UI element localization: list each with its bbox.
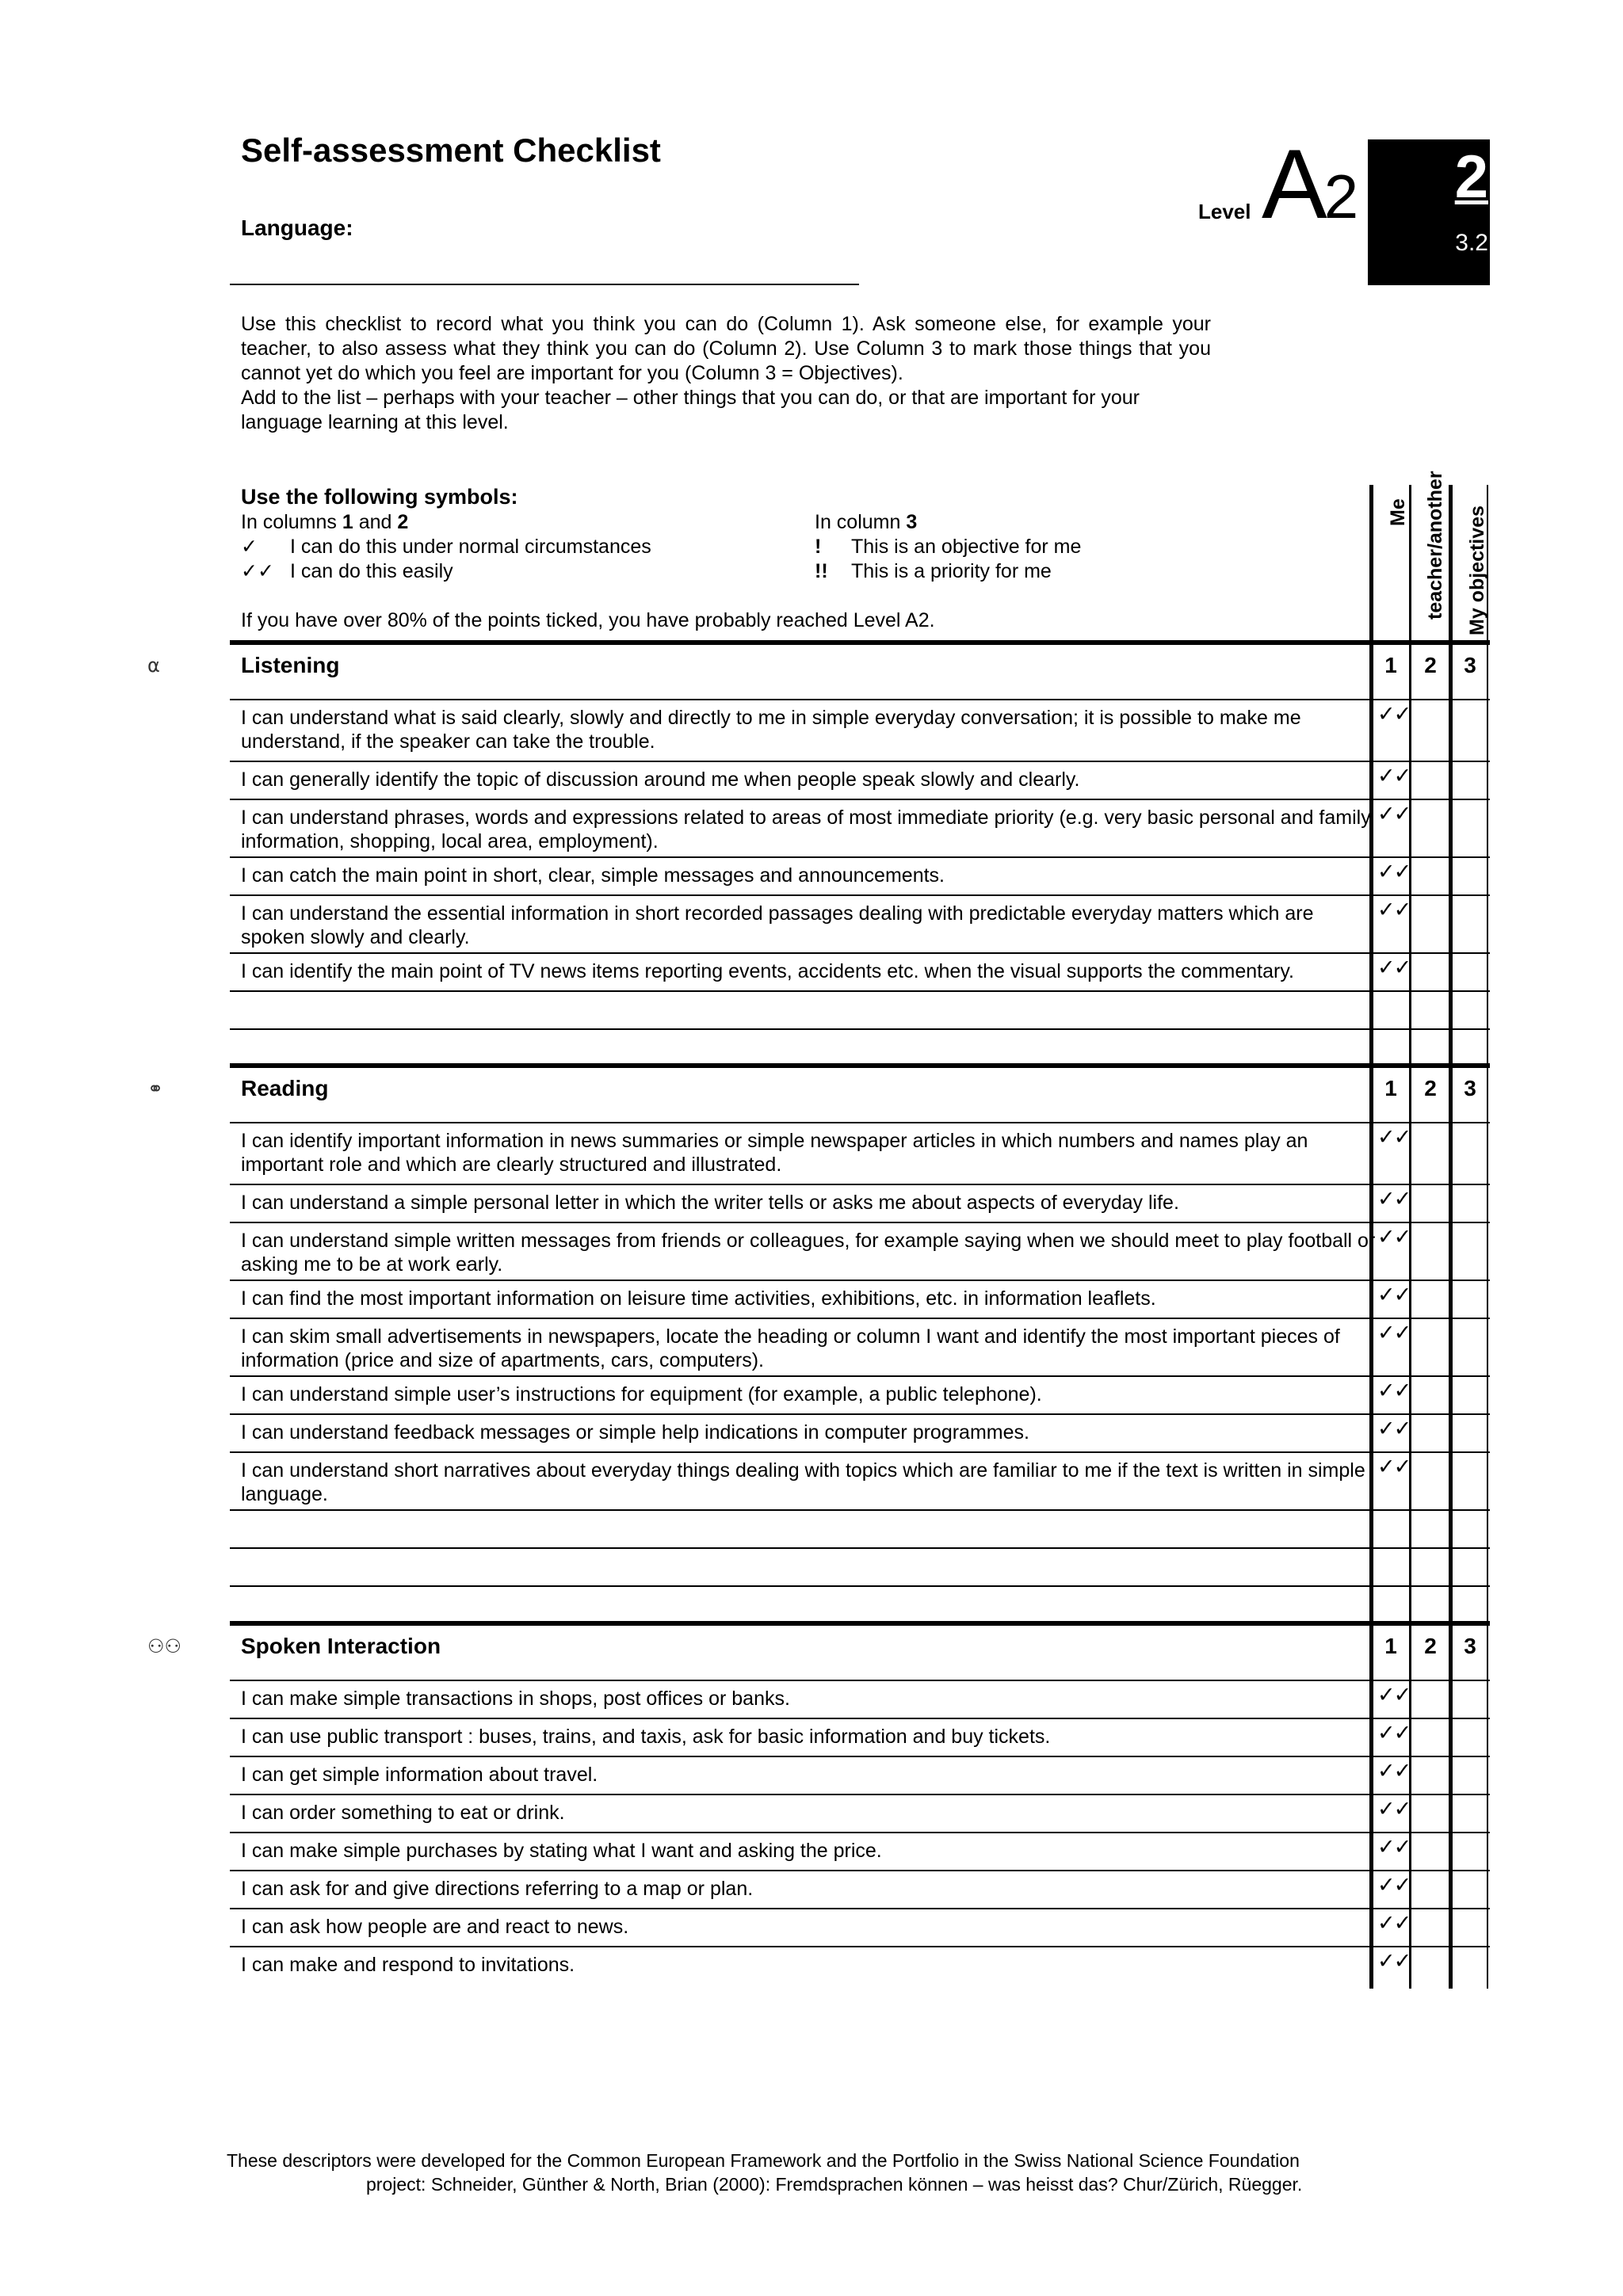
exclamation-icon: ! — [815, 536, 822, 558]
checklist-row[interactable] — [230, 1184, 1490, 1222]
column-divider — [1409, 485, 1411, 640]
symbol-text: I can do this under normal circumstances — [290, 536, 651, 558]
column-divider — [1449, 1063, 1453, 1623]
column-number: 3 — [1464, 1634, 1476, 1658]
checklist-row[interactable] — [230, 1870, 1490, 1908]
column-divider — [1449, 1621, 1453, 1989]
symbols-left — [241, 510, 651, 584]
checklist-item-text: I can skim small advertisements in newspapers, locate the heading or column I want and identify the most important pieces of information (price and size of apartments, cars, computers). — [241, 1325, 1340, 1371]
check-mark-me[interactable]: ✓✓ — [1377, 1683, 1411, 1707]
checklist-item-text: I can use public transport : buses, trains, and taxis, ask for basic information and buy tickets. — [241, 1726, 1051, 1748]
column-divider — [1487, 485, 1488, 640]
level-indicator — [1262, 130, 1359, 248]
checklist-row[interactable] — [230, 1547, 1490, 1585]
column-divider — [1487, 1063, 1488, 1623]
checklist-item-text: I can identify important information in news summaries or simple newspaper articles in which numbers and names play an important role and which are clearly structured and illustrated. — [241, 1130, 1308, 1176]
symbol-row — [241, 559, 651, 584]
column-divider — [1487, 640, 1488, 1066]
checklist-row[interactable] — [230, 1908, 1490, 1946]
checklist-item-text: I can understand phrases, words and expressions related to areas of most immediate priority (e.g. very basic personal and family information, shopping, local area, employment). — [241, 807, 1371, 852]
checklist-item-text: I can understand short narratives about everyday things dealing with topics which are familiar to me if the text is written in simple language. — [241, 1459, 1365, 1505]
footer-line: project: Schneider, Günther & North, Brian (2000): Fremdsprachen können – was heisst das? Chur/Zürich, Rüegger. — [366, 2174, 1303, 2195]
check-mark-me[interactable]: ✓✓ — [1377, 702, 1411, 726]
checklist-row[interactable] — [230, 1451, 1490, 1509]
level-number: 2 — [1323, 162, 1359, 231]
column-header-teacher: teacher/another — [1424, 471, 1446, 620]
check-mark-me[interactable]: ✓✓ — [1377, 1873, 1411, 1897]
instructions — [241, 312, 1211, 435]
check-icon: ✓ — [241, 536, 258, 558]
check-mark-me[interactable]: ✓✓ — [1377, 1797, 1411, 1821]
symbols-left-heading: In columns 1 and 2 — [241, 511, 409, 533]
symbols-legend — [241, 485, 1271, 631]
checklist-item-text: I can understand the essential information in short recorded passages dealing with predictable everyday matters which are spoken slowly and clearly. — [241, 902, 1314, 948]
check-mark-me[interactable]: ✓✓ — [1377, 1187, 1411, 1211]
symbol-text: I can do this easily — [290, 560, 453, 582]
check-mark-me[interactable]: ✓✓ — [1377, 1455, 1411, 1478]
checklist-item-text: I can ask for and give directions referring to a map or plan. — [241, 1878, 754, 1900]
eye-icon: ⚭ — [147, 1078, 164, 1100]
checklist-row[interactable] — [230, 1756, 1490, 1794]
checklist-item-text: I can generally identify the topic of discussion around me when people speak slowly and clearly. — [241, 769, 1080, 791]
section-header — [147, 640, 1490, 696]
check-mark-me[interactable]: ✓✓ — [1377, 1321, 1411, 1344]
checklist-row[interactable] — [230, 1832, 1490, 1870]
footer-line: These descriptors were developed for the Common European Framework and the Portfolio in the Swiss National Science Foundation — [227, 2150, 1300, 2171]
check-mark-me[interactable]: ✓✓ — [1377, 1835, 1411, 1859]
ear-icon: ⍺ — [147, 655, 160, 677]
checklist-item-text: I can understand simple user’s instructions for equipment (for example, a public telephone). — [241, 1383, 1042, 1405]
instructions-paragraph: Add to the list – perhaps with your teacher – other things that you can do, or that are important for your — [241, 387, 1140, 409]
checklist-row[interactable] — [230, 894, 1490, 952]
check-mark-me[interactable]: ✓✓ — [1377, 1125, 1411, 1149]
checklist-item-text: I can get simple information about travel. — [241, 1764, 598, 1786]
checklist-row[interactable] — [230, 1718, 1490, 1756]
checklist-row[interactable] — [230, 990, 1490, 1028]
checklist-row[interactable] — [230, 799, 1490, 856]
column-number: 2 — [1424, 1076, 1437, 1100]
check-mark-me[interactable]: ✓✓ — [1377, 764, 1411, 788]
section-header — [147, 1063, 1490, 1119]
checklist-item-text: I can order something to eat or drink. — [241, 1802, 565, 1824]
double-check-icon: ✓✓ — [241, 560, 274, 582]
column-divider — [1449, 640, 1453, 1066]
checklist-item-text: I can catch the main point in short, clear, simple messages and announcements. — [241, 864, 945, 887]
checklist-item-text: I can ask how people are and react to news. — [241, 1916, 629, 1938]
check-mark-me[interactable]: ✓✓ — [1377, 802, 1411, 826]
column-number: 3 — [1464, 1076, 1476, 1100]
checklist-row[interactable] — [230, 761, 1490, 799]
checklist-item-text: I can make simple transactions in shops, post offices or banks. — [241, 1688, 790, 1710]
check-mark-me[interactable]: ✓✓ — [1377, 1283, 1411, 1306]
section-header — [147, 1621, 1490, 1676]
check-mark-me[interactable]: ✓✓ — [1377, 860, 1411, 883]
check-mark-me[interactable]: ✓✓ — [1377, 1379, 1411, 1402]
symbol-row — [815, 559, 1081, 584]
page-title: Self-assessment Checklist — [241, 132, 661, 169]
checklist-item-text: I can understand what is said clearly, slowly and directly to me in simple everyday conversation; it is possible to make me understand, if the speaker can take the trouble. — [241, 707, 1301, 753]
check-mark-me[interactable]: ✓✓ — [1377, 1721, 1411, 1745]
check-mark-me[interactable]: ✓✓ — [1377, 1949, 1411, 1973]
symbols-right — [815, 510, 1081, 584]
language-label: Language: — [241, 215, 353, 240]
section-title: Reading — [241, 1076, 329, 1100]
checklist-row[interactable] — [230, 699, 1490, 761]
symbols-note: If you have over 80% of the points ticked, you have probably reached Level A2. — [241, 609, 935, 631]
column-divider — [1409, 1621, 1411, 1989]
column-divider — [1369, 1621, 1373, 1989]
checklist-item-text: I can find the most important information on leisure time activities, exhibitions, etc. in information leaflets. — [241, 1287, 1156, 1310]
column-divider — [1369, 1063, 1373, 1623]
column-header-me: Me — [1387, 498, 1409, 526]
checklist-row[interactable] — [230, 1794, 1490, 1832]
conversation-icon: ⚇⚇ — [147, 1636, 182, 1657]
checklist-row[interactable] — [230, 1028, 1490, 1066]
check-mark-me[interactable]: ✓✓ — [1377, 1911, 1411, 1935]
column-divider — [1369, 485, 1373, 640]
column-number: 1 — [1384, 1076, 1397, 1100]
checklist-row[interactable] — [230, 952, 1490, 990]
checklist-item-text: I can make simple purchases by stating what I want and asking the price. — [241, 1840, 882, 1862]
language-field-line[interactable] — [230, 284, 859, 285]
badge-number: 2 — [1454, 143, 1488, 211]
checklist-row[interactable] — [230, 1375, 1490, 1413]
check-mark-me[interactable]: ✓✓ — [1377, 898, 1411, 921]
column-number: 3 — [1464, 653, 1476, 677]
column-number: 1 — [1384, 653, 1397, 677]
checklist-row[interactable] — [230, 1946, 1490, 1984]
check-mark-me[interactable]: ✓✓ — [1377, 955, 1411, 979]
column-divider — [1487, 1621, 1488, 1989]
checklist-item-text: I can understand simple written messages from friends or colleagues, for example saying when we should meet to play football or asking me to be at work early. — [241, 1230, 1376, 1276]
checklist-row[interactable] — [230, 1680, 1490, 1718]
column-divider — [1449, 485, 1453, 640]
checklist-row[interactable] — [230, 1585, 1490, 1623]
checklist-row[interactable] — [230, 1318, 1490, 1375]
instructions-paragraph: language learning at this level. — [241, 411, 509, 433]
column-number: 2 — [1424, 1634, 1437, 1658]
symbols-heading: Use the following symbols: — [241, 485, 518, 509]
checklist-item-text: I can make and respond to invitations. — [241, 1954, 575, 1976]
checklist-item-text: I can understand a simple personal letter in which the writer tells or asks me about aspects of everyday life. — [241, 1192, 1179, 1214]
column-divider — [1409, 1063, 1411, 1623]
check-mark-me[interactable]: ✓✓ — [1377, 1225, 1411, 1249]
checklist-row[interactable] — [230, 1413, 1490, 1451]
section-title: Listening — [241, 653, 340, 677]
checklist-row[interactable] — [230, 1280, 1490, 1318]
section-badge — [1368, 139, 1490, 285]
symbols-right-heading: In column 3 — [815, 511, 918, 533]
badge-subnumber: 3.2 — [1455, 230, 1488, 256]
footer — [227, 2149, 1360, 2196]
column-number: 2 — [1424, 653, 1437, 677]
checklist-item-text: I can understand feedback messages or simple help indications in computer programmes. — [241, 1421, 1029, 1444]
checklist-row[interactable] — [230, 1222, 1490, 1280]
level-label: Level — [1198, 200, 1251, 223]
level-letter: A — [1262, 130, 1324, 239]
column-number: 1 — [1384, 1634, 1397, 1658]
symbol-row — [815, 535, 1081, 559]
checklist-item-text: I can identify the main point of TV news items reporting events, accidents etc. when the visual supports the commentary. — [241, 960, 1294, 982]
column-divider — [1409, 640, 1411, 1066]
checklist-row[interactable] — [230, 1509, 1490, 1547]
symbol-text: This is an objective for me — [851, 536, 1082, 558]
instructions-paragraph: Use this checklist to record what you think you can do (Column 1). Ask someone else, for example your teacher, to also assess what they think you can do (Column 2). Use Column 3 to mark those things that you cannot yet do which you feel are important for you (Column 3 = Objectives). — [241, 313, 1211, 384]
double-exclamation-icon: !! — [815, 560, 828, 582]
check-mark-me[interactable]: ✓✓ — [1377, 1759, 1411, 1783]
checklist-row[interactable] — [230, 1122, 1490, 1184]
checklist-row[interactable] — [230, 856, 1490, 894]
symbol-text: This is a priority for me — [851, 560, 1052, 582]
column-divider — [1369, 640, 1373, 1066]
section-title: Spoken Interaction — [241, 1634, 441, 1658]
check-mark-me[interactable]: ✓✓ — [1377, 1417, 1411, 1440]
column-header-objectives: My objectives — [1466, 505, 1488, 635]
symbol-row — [241, 535, 651, 559]
